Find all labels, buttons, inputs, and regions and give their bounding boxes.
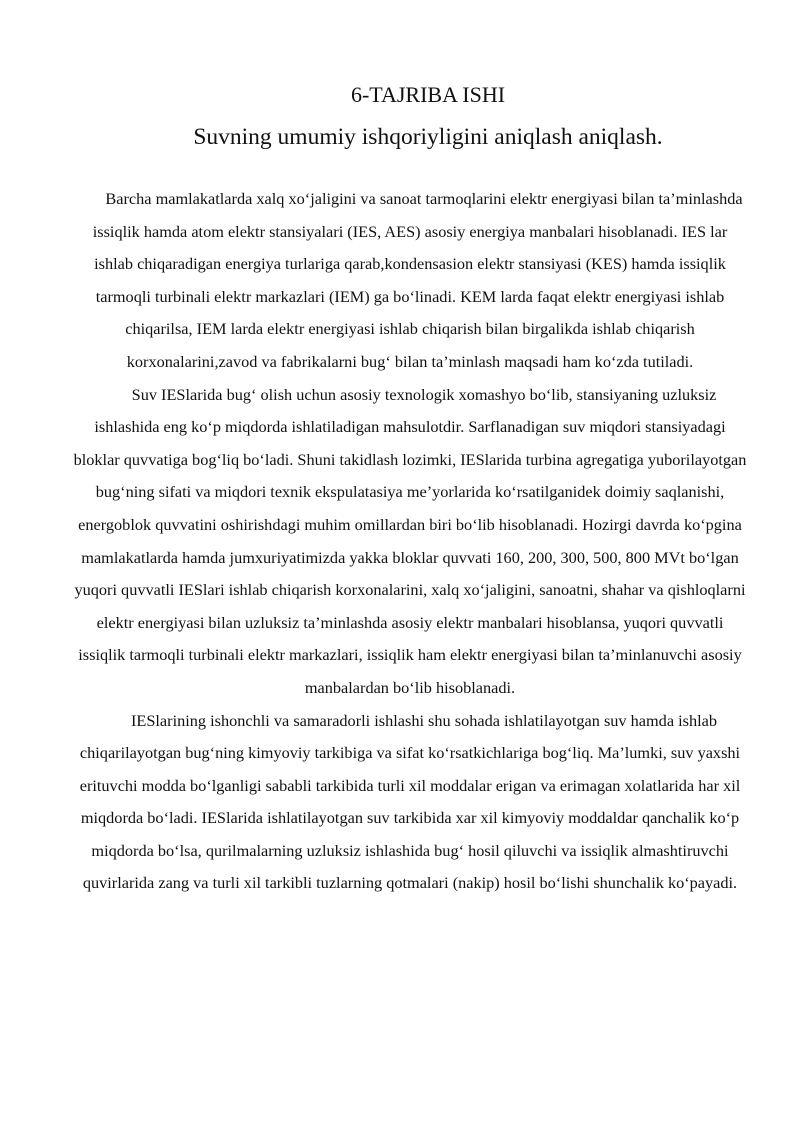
paragraph: Suv IESlarida bug‘ olish uchun asosiy texnologik xomashyo bo‘lib, stansiyaning uzluksiz ishlashida eng ko‘p miqdorda ishlatiladigan mahsulotdir. Sarflanadigan suv miqdori stansiyadagi bloklar quvvatiga bog‘liq bo‘ladi. Shuni takidlash lozimki, IESlarida turbina agregatiga yuborilayotgan bug‘ning sifati va miqdori texnik ekspulatasiya me’yorlarida ko‘rsatilganidek doimiy saqlanishi, energoblok quvvatini oshirishdagi muhim omillardan biri bo‘lib hisoblanadi. Hozirgi davrda ko‘pgina mamlakatlarda hamda jumxuriyatimizda yakka bloklar quvvati 160, 200, 300, 500, 800 MVt bo‘lgan yuqori quvvatli IESlari ishlab chiqarish korxonalarini, xalq xo‘jaligini, sanoatni, shahar va qishloqlarni elektr energiyasi bilan uzluksiz ta’minlashda asosiy elektr manbalari hisoblansa, yuqori quvvatli issiqlik tarmoqli turbinali elektr markazlari, issiqlik ham elektr energiyasi bilan ta’minlanuvchi asosiy manbalardan bo‘lib hisoblanadi. bbox=[73, 384, 747, 697]
paragraph: IESlarining ishonchli va samaradorli ishlashi shu sohada ishlatilayotgan suv hamda ishlab chiqarilayotgan bug‘ning kimyoviy tarkibiga va sifat ko‘rsatkichlariga bog‘liq. Ma’lumki, suv yaxshi erituvchi modda bo‘lganligi sababli tarkibida turli xil moddalar erigan va erimagan xolatlarida har xil miqdorda bo‘ladi. IESlarida ishlatilayotgan suv tarkibida xar xil kimyoviy moddaldar qanchalik ko‘p miqdorda bo‘lsa, qurilmalarning uzluksiz ishlashida bug‘ hosil qiluvchi va issiqlik almashtiruvchi quvirlarida zang va turli xil tarkibli tuzlarning qotmalari (nakip) hosil bo‘lishi shunchalik ko‘payadi. bbox=[79, 710, 741, 893]
document-title: 6-TAJRIBA ISHI bbox=[350, 82, 506, 107]
document-subtitle: Suvning umumiy ishqoriyligini aniqlash aniqlash. bbox=[193, 124, 663, 150]
document-body bbox=[72, 183, 748, 900]
paragraph: Barcha mamlakatlarda xalq xo‘jaligini va sanoat tarmoqlarini elektr energiyasi bilan ta’minlashda issiqlik hamda atom elektr stansiyalari (IES, AES) asosiy energiya manbalari hisoblanadi. IES lar ishlab chiqaradigan energiya turlariga qarab,kondensasion elektr stansiyasi (KES) hamda issiqlik tarmoqli turbinali elektr markazlari (IEM) ga bo‘linadi. KEM larda faqat elektr energiyasi ishlab chiqarilsa, IEM larda elektr energiyasi ishlab chiqarish bilan birgalikda ishlab chiqarish korxonalarini,zavod va fabrikalarni bug‘ bilan ta’minlash maqsadi ham ko‘zda tutiladi. bbox=[92, 189, 743, 371]
